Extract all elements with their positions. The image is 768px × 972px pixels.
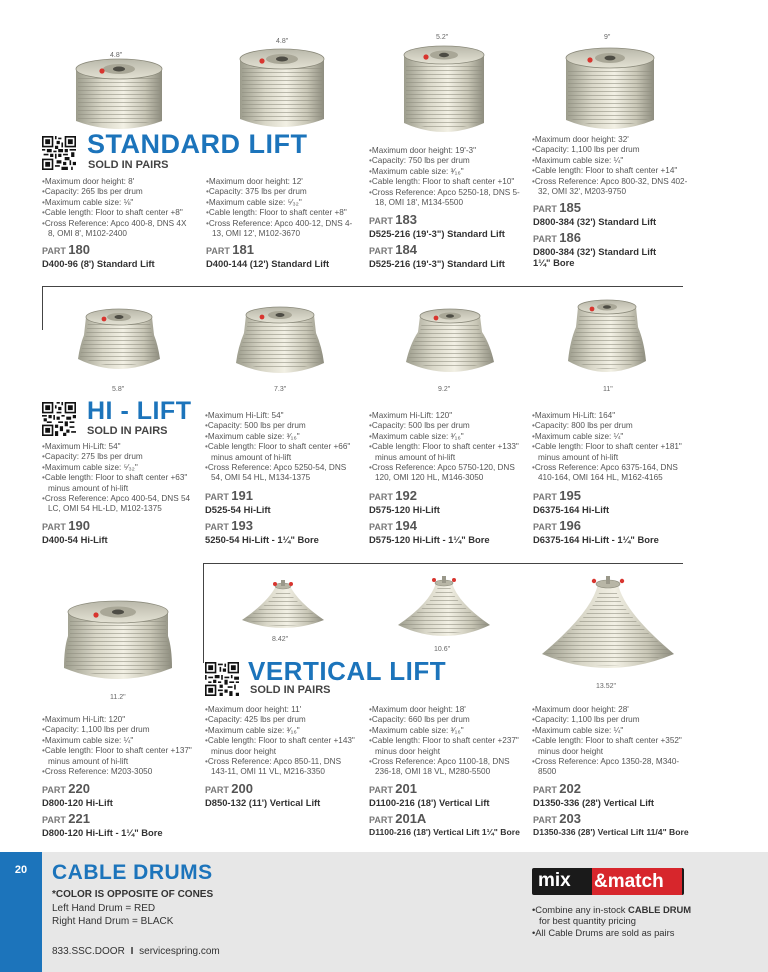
website-link[interactable]: servicespring.com bbox=[139, 946, 220, 957]
sold-in-pairs-label: SOLD IN PAIRS bbox=[88, 159, 169, 171]
separator: I bbox=[130, 946, 134, 957]
spec-list-190: • Maximum Hi-Lift: 54" • Capacity: 275 lbs per drum • Maximum cable size: ⁵⁄₃₂" • Cable length: Floor to shaft center +63" minus amount of hi-lift • Cross Reference: Apco 400-54, DNS 54 LC, OMI 54 HL-LD, M102-1375 bbox=[42, 442, 194, 515]
part-221: PART 221 D800-120 Hi-Lift - 1¼" Bore bbox=[42, 811, 163, 838]
drum-image-191 bbox=[232, 303, 328, 383]
dimension-label: 10.6" bbox=[434, 646, 451, 653]
qr-code-icon bbox=[42, 136, 76, 170]
part-203: PART 203 D1350-336 (28') Vertical Lift 11/4" Bore bbox=[533, 811, 689, 837]
spec-list-183: • Maximum door height: 19'-3" • Capacity: 750 lbs per drum • Maximum cable size: ³⁄₁₆" • Cable length: Floor to shaft center +10" • Cross Reference: Apco 5250-18, DNS 5-18, OMI 18', M134-5500 bbox=[369, 146, 527, 208]
spec-list-181: • Maximum door height: 12' • Capacity: 375 lbs per drum • Maximum cable size: ⁵⁄₃₂" • Cable length: Floor to shaft center +8" • Cross Reference: Apco 400-12, DNS 4-13, OMI 12', M102-3670 bbox=[206, 177, 358, 239]
part-196: PART 196 D6375-164 Hi-Lift - 1¼" Bore bbox=[533, 518, 659, 545]
match-logo-text: &match bbox=[592, 868, 682, 895]
spec-list-185: • Maximum door height: 32' • Capacity: 1,100 lbs per drum • Maximum cable size: ¼" • Cable length: Floor to shaft center +14" • Cross Reference: Apco 800-32, DNS 402-32, OMI 32', M203-9750 bbox=[532, 135, 692, 197]
part-201a: PART 201A D1100-216 (18') Vertical Lift 1¼" Bore bbox=[369, 811, 520, 837]
drum-image-220 bbox=[60, 598, 176, 688]
section-divider bbox=[203, 563, 683, 564]
qr-code-icon bbox=[205, 662, 239, 696]
drum-image-202 bbox=[538, 574, 678, 678]
part-202: PART 202 D1350-336 (28') Vertical Lift bbox=[533, 781, 655, 808]
dimension-label: 9.2" bbox=[438, 386, 451, 393]
spec-list-200: • Maximum door height: 11' • Capacity: 425 lbs per drum • Maximum cable size: ³⁄₁₆" • Cable length: Floor to shaft center +143" minus door height • Cross Reference: Apco 850-11, DNS 143-11, OMI 11 VL, M216-3350 bbox=[205, 705, 357, 778]
drum-image-201 bbox=[396, 573, 492, 645]
dimension-label: 5.2" bbox=[436, 34, 449, 41]
dimension-label: 9" bbox=[604, 34, 611, 41]
section-title-vertical-lift: VERTICAL LIFT bbox=[248, 656, 447, 686]
section-title-hi-lift: HI - LIFT bbox=[87, 397, 192, 425]
part-181: PART 181 D400-144 (12') Standard Lift bbox=[206, 242, 330, 269]
mix-and-match-notes bbox=[532, 904, 702, 938]
spec-list-202: • Maximum door height: 28' • Capacity: 1,100 lbs per drum • Maximum cable size: ¼" • Cable length: Floor to shaft center +352" minus door height • Cross Reference: Apco 1350-28, M340-8500 bbox=[532, 705, 688, 778]
part-185: PART 185 D800-384 (32') Standard Lift bbox=[533, 200, 657, 227]
right-hand-note: Right Hand Drum = BLACK bbox=[52, 916, 174, 927]
section-divider bbox=[42, 286, 43, 330]
mix-and-match-logo bbox=[532, 868, 684, 895]
sold-in-pairs-label: SOLD IN PAIRS bbox=[250, 684, 331, 696]
contact-line bbox=[52, 946, 220, 957]
list-item: • All Cable Drums are sold as pairs bbox=[532, 927, 702, 938]
part-191: PART 191 D525-54 Hi-Lift bbox=[205, 488, 271, 515]
dimension-label: 11.2" bbox=[110, 694, 126, 701]
dimension-label: 5.8" bbox=[112, 386, 125, 393]
part-183: PART 183 D525-216 (19'-3") Standard Lift bbox=[369, 212, 505, 239]
section-divider bbox=[203, 563, 204, 663]
part-195: PART 195 D6375-164 Hi-Lift bbox=[533, 488, 610, 515]
sold-in-pairs-label: SOLD IN PAIRS bbox=[87, 425, 168, 437]
section-title-standard-lift: STANDARD LIFT bbox=[87, 129, 308, 159]
dimension-label: 4.8" bbox=[276, 38, 289, 45]
page-number: 20 bbox=[0, 852, 42, 972]
left-hand-note: Left Hand Drum = RED bbox=[52, 903, 156, 914]
part-190: PART 190 D400-54 Hi-Lift bbox=[42, 518, 108, 545]
spec-list-180: • Maximum door height: 8' • Capacity: 265 lbs per drum • Maximum cable size: ⅛" • Cable length: Floor to shaft center +8" • Cross Reference: Apco 400-8, DNS 4X 8, OMI 8', M102-2400 bbox=[42, 177, 194, 239]
drum-image-183 bbox=[398, 43, 490, 139]
spec-list-220: • Maximum Hi-Lift: 120" • Capacity: 1,100 lbs per drum • Maximum cable size: ¼" • Cable length: Floor to shaft center +137" minus amount of hi-lift • Cross Reference: M203-3050 bbox=[42, 715, 194, 777]
part-180: PART 180 D400-96 (8') Standard Lift bbox=[42, 242, 155, 269]
drum-image-180 bbox=[72, 55, 166, 135]
drum-image-200 bbox=[240, 578, 326, 634]
part-194: PART 194 D575-120 Hi-Lift - 1¼" Bore bbox=[369, 518, 490, 545]
dimension-label: 7.3" bbox=[274, 386, 287, 393]
qr-code-icon bbox=[42, 402, 76, 436]
spec-list-191: • Maximum Hi-Lift: 54" • Capacity: 500 lbs per drum • Maximum cable size: ³⁄₁₆" • Cable length: Floor to shaft center +66" minus amount of hi-lift • Cross Reference: Apco 5250-54, DNS 54, OMI 54 HL, M134-1375 bbox=[205, 411, 357, 484]
section-divider bbox=[42, 286, 683, 287]
footer-title: CABLE DRUMS bbox=[52, 861, 213, 884]
spec-list-201: • Maximum door height: 18' • Capacity: 660 lbs per drum • Maximum cable size: ³⁄₁₆" • Cable length: Floor to shaft center +237" minus door height • Cross Reference: Apco 1100-18, DNS 236-18, OMI 18 VL, M280-5500 bbox=[369, 705, 521, 778]
drum-image-192 bbox=[400, 306, 500, 382]
list-item: • Combine any in-stock CABLE DRUM for best quantity pricing bbox=[532, 904, 702, 927]
dimension-label: 4.8" bbox=[110, 52, 123, 59]
part-186: PART 186 D800-384 (32') Standard Lift 1¼" Bore bbox=[533, 230, 657, 268]
part-184: PART 184 D525-216 (19'-3") Standard Lift bbox=[369, 242, 505, 269]
part-201: PART 201 D1100-216 (18') Vertical Lift bbox=[369, 781, 490, 808]
dimension-label: 11" bbox=[603, 386, 613, 393]
footer-band bbox=[0, 852, 768, 972]
part-220: PART 220 D800-120 Hi-Lift bbox=[42, 781, 113, 808]
dimension-label: 13.52" bbox=[596, 683, 617, 690]
dimension-label: 8.42" bbox=[272, 636, 289, 643]
drum-image-190 bbox=[74, 305, 164, 381]
drum-image-195 bbox=[562, 297, 652, 383]
spec-list-195: • Maximum Hi-Lift: 164" • Capacity: 800 lbs per drum • Maximum cable size: ¼" • Cable length: Floor to shaft center +181" minus amount of hi-lift • Cross Reference: Apco 6375-164, DNS 410-164, OMI 164 HL, M162-4165 bbox=[532, 411, 690, 484]
part-193: PART 193 5250-54 Hi-Lift - 1¼" Bore bbox=[205, 518, 319, 545]
color-note: *COLOR IS OPPOSITE OF CONES bbox=[52, 889, 214, 900]
part-200: PART 200 D850-132 (11') Vertical Lift bbox=[205, 781, 321, 808]
spec-list-192: • Maximum Hi-Lift: 120" • Capacity: 500 lbs per drum • Maximum cable size: ³⁄₁₆" • Cable length: Floor to shaft center +133" minus amount of hi-lift • Cross Reference: Apco 5750-120, DNS 120, OMI 120 HL, M146-3050 bbox=[369, 411, 521, 484]
phone-number[interactable]: 833.SSC.DOOR bbox=[52, 946, 125, 957]
mix-logo-text: mix bbox=[538, 870, 571, 891]
drum-image-185 bbox=[560, 44, 660, 136]
part-192: PART 192 D575-120 Hi-Lift bbox=[369, 488, 440, 515]
drum-image-181 bbox=[236, 45, 328, 133]
